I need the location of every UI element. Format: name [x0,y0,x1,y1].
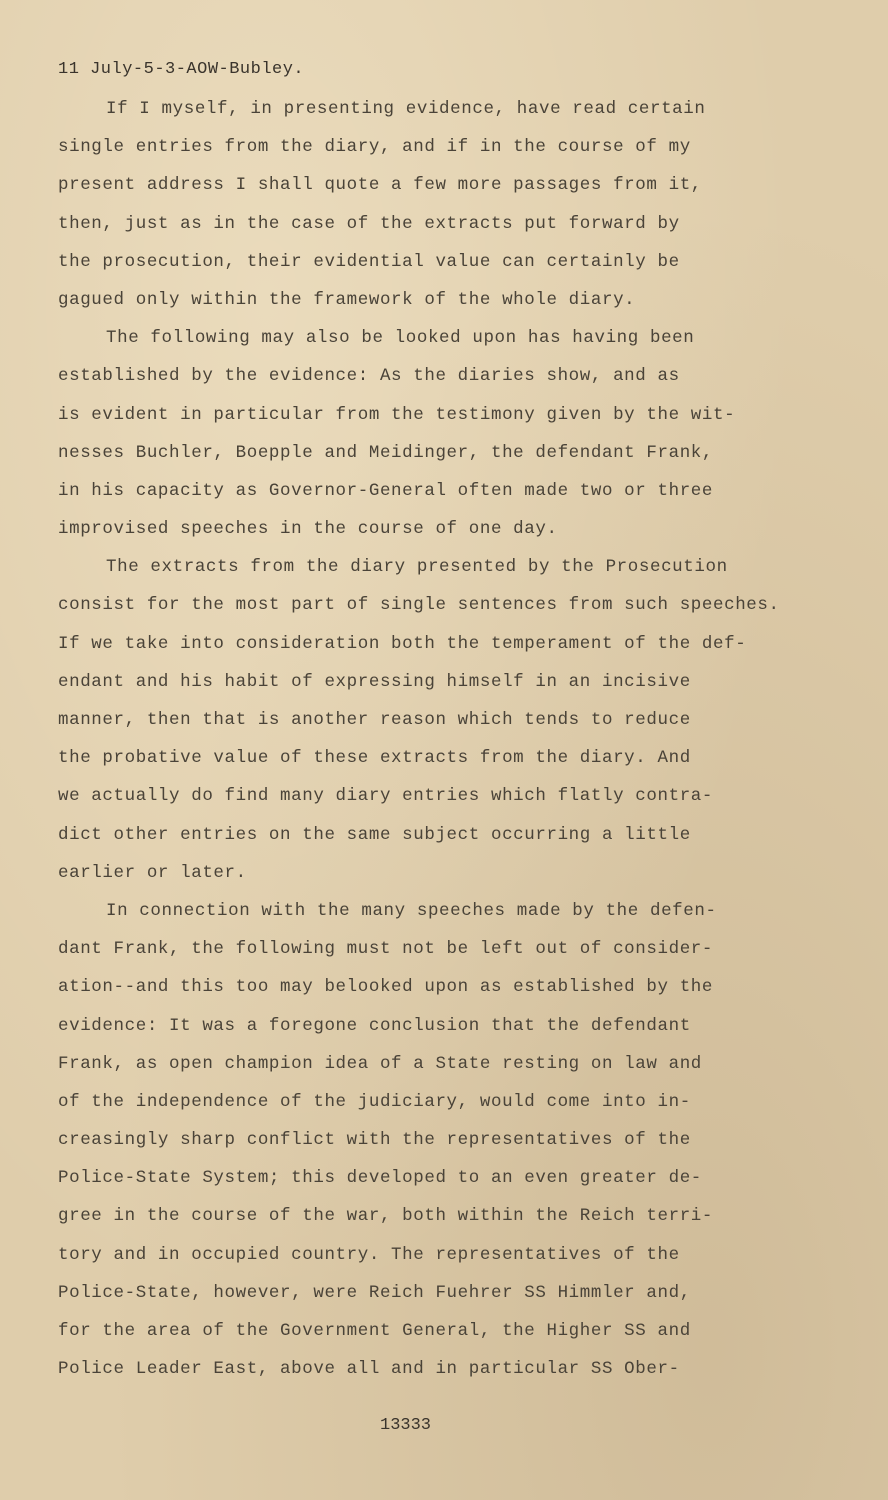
text-line: in his capacity as Governor-General often made two or three [58,480,714,501]
text-line: present address I shall quote a few more passages from it, [58,175,702,196]
text-line: single entries from the diary, and if in the course of my [58,137,691,158]
text-line: Police Leader East, above all and in particular SS Ober- [58,1359,680,1380]
paragraph-1 [58,90,838,319]
text-line: If we take into consideration both the temperament of the def- [58,633,747,654]
text-line: dant Frank, the following must not be left out of consider- [58,939,714,960]
text-line: Police-State, however, were Reich Fuehrer SS Himmler and, [58,1282,691,1303]
text-line: If I myself, in presenting evidence, have read certain [106,99,706,119]
text-line: the probative value of these extracts from the diary. And [58,748,691,769]
body-text [58,90,838,1388]
text-line: tory and in occupied country. The representatives of the [58,1244,680,1265]
text-line: gagued only within the framework of the whole diary. [58,289,636,310]
text-line: The extracts from the diary presented by the Prosecution [106,557,728,578]
page-header: 11 July-5-3-AOW-Bubley. [58,60,305,79]
paragraph-4 [58,892,838,1388]
text-line: Frank, as open champion idea of a State resting on law and [58,1053,702,1074]
page-number: 13333 [380,1416,432,1435]
text-line: then, just as in the case of the extracts put forward by [58,213,680,234]
paragraph-2 [58,319,838,548]
text-line: evidence: It was a foregone conclusion that the defendant [58,1015,691,1036]
paragraph-3 [58,548,838,892]
text-line: ation--and this too may belooked upon as established by the [58,977,714,998]
text-line: improvised speeches in the course of one day. [58,519,558,540]
text-line: endant and his habit of expressing himself in an incisive [58,671,691,692]
text-line: nesses Buchler, Boepple and Meidinger, the defendant Frank, [58,442,714,463]
text-line: Police-State System; this developed to an even greater de- [58,1168,702,1189]
text-line: consist for the most part of single sentences from such speeches. [58,595,780,616]
text-line: earlier or later. [58,862,247,883]
text-line: we actually do find many diary entries which flatly contra- [58,786,714,807]
text-line: manner, then that is another reason which tends to reduce [58,710,691,730]
text-line: In connection with the many speeches made by the defen- [106,900,717,921]
text-line: the prosecution, their evidential value can certainly be [58,251,680,272]
text-line: dict other entries on the same subject occurring a little [58,824,691,845]
text-line: gree in the course of the war, both within the Reich terri- [58,1206,714,1227]
text-line: creasingly sharp conflict with the representatives of the [58,1130,691,1151]
text-line: The following may also be looked upon has having been [106,328,695,349]
text-line: is evident in particular from the testimony given by the wit- [58,404,736,425]
text-line: of the independence of the judiciary, would come into in- [58,1091,691,1112]
text-line: for the area of the Government General, the Higher SS and [58,1321,691,1341]
text-line: established by the evidence: As the diaries show, and as [58,366,680,387]
